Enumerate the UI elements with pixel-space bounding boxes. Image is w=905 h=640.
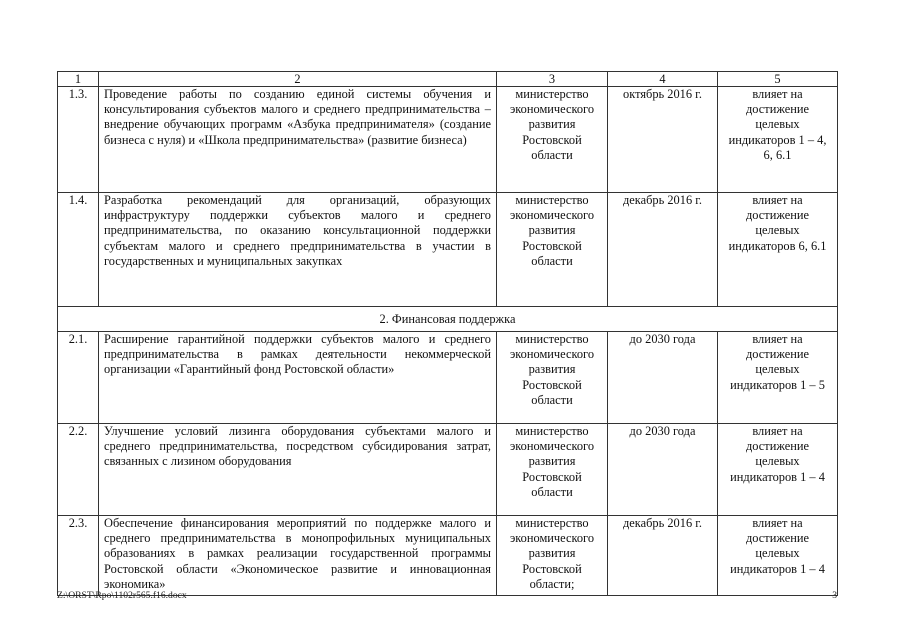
item-number: 1.4. [58, 193, 99, 307]
item-effect: влияет на достижение целевых индикаторов 6, 6.1 [718, 193, 838, 307]
table-row [58, 193, 838, 307]
footer-file-path: Z:\ORST\Rpo\1102r565.f16.docx [57, 590, 187, 601]
item-term: декабрь 2016 г. [608, 516, 718, 596]
item-term: до 2030 года [608, 424, 718, 516]
item-executor: министерство экономического развития Ростовской области [497, 87, 608, 193]
item-executor: министерство экономического развития Ростовской области [497, 424, 608, 516]
item-number: 2.1. [58, 332, 99, 424]
page-number: 3 [832, 590, 837, 601]
item-executor: министерство экономического развития Ростовской области [497, 332, 608, 424]
item-effect: влияет на достижение целевых индикаторов 1 – 5 [718, 332, 838, 424]
item-number: 2.2. [58, 424, 99, 516]
measures-table [57, 71, 838, 596]
item-description: Обеспечение финансирования мероприятий по поддержке малого и среднего предпринимательства в монопрофильных муниципальных образованиях в рамках реализации государственной программы Ростовской области «Экономическое развитие и инновационная экономика» [99, 516, 497, 596]
item-effect: влияет на достижение целевых индикаторов 1 – 4, 6, 6.1 [718, 87, 838, 193]
item-effect: влияет на достижение целевых индикаторов 1 – 4 [718, 424, 838, 516]
section-row [58, 307, 838, 332]
item-term: до 2030 года [608, 332, 718, 424]
item-description: Проведение работы по созданию единой системы обучения и консультирования субъектов малого и среднего предпринимательства – внедрение обучающих программ «Азбука предпринимателя» (создание бизнеса с нуля) и «Школа предпринимательства» (развитие бизнеса) [99, 87, 497, 193]
measures-table-body [58, 72, 838, 596]
item-description: Расширение гарантийной поддержки субъектов малого и среднего предпринимательства в рамках деятельности некоммерческой организации «Гарантийный фонд Ростовской области» [99, 332, 497, 424]
table-row [58, 516, 838, 596]
item-executor: министерство экономического развития Ростовской области; [497, 516, 608, 596]
table-row [58, 424, 838, 516]
item-description: Разработка рекомендаций для организаций, образующих инфраструктуру поддержки субъектов малого и среднего предпринимательства, по оказанию консультационной поддержки субъектам малого и среднего предпринимательства в участии в государственных и муниципальных закупках [99, 193, 497, 307]
column-number-1: 1 [58, 72, 99, 87]
column-number-5: 5 [718, 72, 838, 87]
item-effect: влияет на достижение целевых индикаторов 1 – 4 [718, 516, 838, 596]
column-number-row [58, 72, 838, 87]
table-row [58, 332, 838, 424]
item-description: Улучшение условий лизинга оборудования субъектами малого и среднего предпринимательства, посредством субсидирования затрат, связанных с лизином оборудования [99, 424, 497, 516]
table-row [58, 87, 838, 193]
section-title: 2. Финансовая поддержка [58, 307, 838, 332]
item-term: октябрь 2016 г. [608, 87, 718, 193]
column-number-3: 3 [497, 72, 608, 87]
column-number-2: 2 [99, 72, 497, 87]
column-number-4: 4 [608, 72, 718, 87]
item-executor: министерство экономического развития Ростовской области [497, 193, 608, 307]
item-number: 1.3. [58, 87, 99, 193]
item-term: декабрь 2016 г. [608, 193, 718, 307]
item-number: 2.3. [58, 516, 99, 596]
document-page [57, 71, 837, 596]
